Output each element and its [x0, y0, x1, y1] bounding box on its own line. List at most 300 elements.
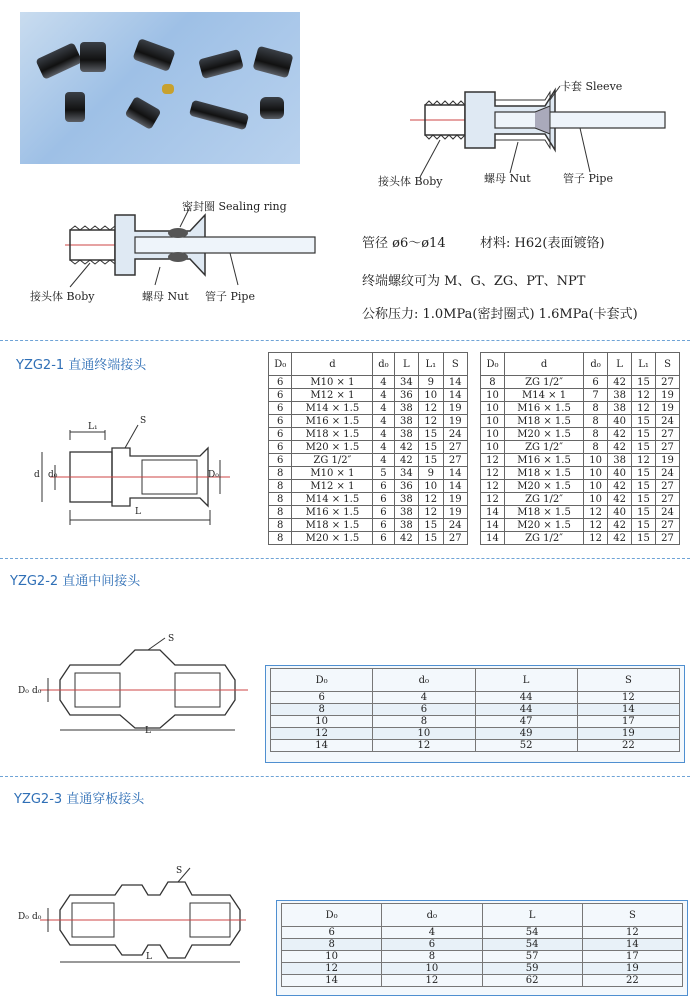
- table-cell: 24: [656, 506, 680, 519]
- table-cell: 10: [584, 467, 608, 480]
- table-cell: 27: [656, 441, 680, 454]
- fitting-tee-image: [80, 42, 106, 72]
- table-cell: 6: [269, 454, 292, 467]
- table-cell: 38: [394, 506, 418, 519]
- column-header: L: [608, 353, 632, 376]
- nut-label: 螺母 Nut: [484, 172, 531, 185]
- column-header: S: [577, 669, 679, 692]
- table-cell: 12: [481, 454, 505, 467]
- dim-L3-label: L: [146, 952, 152, 962]
- body-label: 接头体 Boby: [378, 175, 443, 188]
- column-header: L₁: [419, 353, 443, 376]
- table-row: [481, 454, 680, 467]
- column-header: D₀: [481, 353, 505, 376]
- table-row: [271, 704, 680, 716]
- table-cell: M16 × 1.5: [504, 454, 583, 467]
- table-cell: M18 × 1.5: [292, 519, 373, 532]
- divider-1: [0, 340, 690, 341]
- table-cell: 15: [632, 441, 656, 454]
- fitting-cross-image: [132, 38, 175, 72]
- table-cell: M12 × 1: [292, 480, 373, 493]
- dim-d0-2-label: d₀: [32, 686, 42, 696]
- table-cell: 8: [282, 939, 382, 951]
- table-cell: 22: [582, 975, 682, 987]
- table-cell: 15: [419, 441, 443, 454]
- table-cell: 59: [482, 963, 582, 975]
- table-cell: 9: [419, 467, 443, 480]
- table-cell: 24: [443, 428, 468, 441]
- table-row: [269, 467, 468, 480]
- section1-table-right: [480, 352, 680, 545]
- table-cell: 12: [481, 467, 505, 480]
- dim-l1-label: L₁: [88, 422, 98, 432]
- column-header: L: [482, 904, 582, 927]
- dim-d0-3-label: d₀: [32, 912, 42, 922]
- table-cell: 12: [481, 493, 505, 506]
- table-row: [269, 376, 468, 389]
- table-cell: 15: [419, 519, 443, 532]
- column-header: D₀: [271, 669, 373, 692]
- table-cell: 4: [373, 454, 394, 467]
- fitting-elbow-image: [35, 42, 82, 80]
- table-cell: M10 × 1: [292, 376, 373, 389]
- column-header: S: [656, 353, 680, 376]
- dim-s-label: S: [140, 416, 147, 426]
- table-cell: M16 × 1.5: [292, 506, 373, 519]
- table-cell: 10: [481, 389, 505, 402]
- table-cell: 27: [656, 493, 680, 506]
- table-cell: 27: [656, 519, 680, 532]
- table-cell: 15: [632, 532, 656, 545]
- table-cell: 15: [632, 519, 656, 532]
- table-cell: 10: [584, 454, 608, 467]
- table-cell: 44: [475, 704, 577, 716]
- table-cell: 15: [419, 454, 443, 467]
- table-cell: 34: [394, 376, 418, 389]
- table-row: [481, 467, 680, 480]
- table-cell: 14: [481, 519, 505, 532]
- column-header: L: [475, 669, 577, 692]
- table-cell: 10: [419, 480, 443, 493]
- table-cell: 6: [373, 519, 394, 532]
- table-cell: 40: [608, 415, 632, 428]
- table-cell: M20 × 1.5: [292, 532, 373, 545]
- table-cell: 42: [608, 480, 632, 493]
- table-cell: M20 × 1.5: [504, 428, 583, 441]
- table-cell: 12: [582, 927, 682, 939]
- table-cell: M14 × 1.5: [292, 402, 373, 415]
- table-cell: 24: [656, 467, 680, 480]
- table-cell: 8: [269, 506, 292, 519]
- column-header: D₀: [269, 353, 292, 376]
- dim-d0-label: d₀: [48, 470, 58, 480]
- product-photo: [20, 12, 300, 164]
- table-cell: ZG 1/2″: [504, 376, 583, 389]
- table-cell: 27: [656, 532, 680, 545]
- table-cell: 54: [482, 939, 582, 951]
- table-row: [481, 519, 680, 532]
- table-cell: 6: [373, 493, 394, 506]
- table-cell: 6: [269, 441, 292, 454]
- table-row: [481, 532, 680, 545]
- table-cell: 14: [282, 975, 382, 987]
- table-cell: 4: [373, 389, 394, 402]
- table-cell: 4: [373, 402, 394, 415]
- table-cell: 6: [373, 506, 394, 519]
- table-cell: 10: [282, 951, 382, 963]
- table-cell: 12: [584, 532, 608, 545]
- table-cell: 15: [632, 493, 656, 506]
- table-cell: 12: [632, 402, 656, 415]
- table-cell: 12: [584, 519, 608, 532]
- table-cell: 6: [373, 532, 394, 545]
- table-cell: M18 × 1.5: [504, 415, 583, 428]
- table-cell: 6: [382, 939, 482, 951]
- table-row: [269, 402, 468, 415]
- table-cell: M20 × 1.5: [504, 519, 583, 532]
- table-cell: 8: [584, 415, 608, 428]
- table-cell: 10: [481, 415, 505, 428]
- table-cell: 4: [373, 376, 394, 389]
- table-row: [269, 493, 468, 506]
- table-cell: M20 × 1.5: [504, 480, 583, 493]
- table-cell: 19: [443, 493, 468, 506]
- table-cell: 38: [394, 428, 418, 441]
- table-cell: 6: [373, 480, 394, 493]
- table-cell: 40: [608, 467, 632, 480]
- table-cell: ZG 1/2″: [504, 532, 583, 545]
- table-cell: 27: [443, 532, 468, 545]
- table-row: [282, 927, 683, 939]
- column-header: S: [443, 353, 468, 376]
- sleeve-label: 卡套 Sleeve: [560, 80, 623, 93]
- table-cell: 4: [373, 441, 394, 454]
- table-cell: 15: [632, 376, 656, 389]
- pipe-label-2: 管子 Pipe: [205, 290, 255, 303]
- table-cell: 49: [475, 728, 577, 740]
- dim-D0-label: D₀: [208, 470, 219, 480]
- table-cell: 36: [394, 389, 418, 402]
- table-cell: M18 × 1.5: [504, 506, 583, 519]
- table-cell: 12: [419, 415, 443, 428]
- fitting-union-image: [253, 46, 294, 78]
- table-cell: 17: [577, 716, 679, 728]
- table-row: [271, 692, 680, 704]
- table-cell: 8: [382, 951, 482, 963]
- section2-drawing: [20, 640, 250, 740]
- table-cell: 52: [475, 740, 577, 752]
- table-cell: 22: [577, 740, 679, 752]
- table-cell: 8: [584, 428, 608, 441]
- table-cell: 10: [481, 402, 505, 415]
- table-cell: M10 × 1: [292, 467, 373, 480]
- table-cell: 5: [373, 467, 394, 480]
- table-cell: 14: [481, 506, 505, 519]
- table-row: [269, 532, 468, 545]
- table-cell: 12: [373, 740, 475, 752]
- table-cell: 42: [394, 532, 418, 545]
- sealing-ring-fitting-drawing: [60, 205, 320, 295]
- table-row: [481, 493, 680, 506]
- table-cell: 6: [271, 692, 373, 704]
- table-row: [269, 415, 468, 428]
- table-row: [269, 506, 468, 519]
- section3-title: YZG2-3 直通穿板接头: [14, 792, 145, 807]
- dim-d-label: d: [34, 470, 40, 480]
- table-row: [271, 740, 680, 752]
- table-row: [481, 389, 680, 402]
- pipe-diameter-spec: 管径 ø6～ø14: [362, 236, 446, 251]
- table-cell: 6: [269, 389, 292, 402]
- table-cell: M14 × 1: [504, 389, 583, 402]
- table-cell: M16 × 1.5: [292, 415, 373, 428]
- table-cell: 38: [394, 415, 418, 428]
- table-cell: 14: [271, 740, 373, 752]
- table-cell: 42: [394, 441, 418, 454]
- table-cell: 10: [373, 728, 475, 740]
- table-cell: 8: [269, 493, 292, 506]
- table-cell: 57: [482, 951, 582, 963]
- table-cell: 6: [269, 415, 292, 428]
- table-cell: 4: [373, 415, 394, 428]
- column-header: D₀: [282, 904, 382, 927]
- table-cell: 14: [443, 389, 468, 402]
- table-cell: 14: [443, 480, 468, 493]
- table-cell: 6: [373, 704, 475, 716]
- table-cell: 15: [419, 532, 443, 545]
- table-cell: 14: [582, 939, 682, 951]
- material-spec: 材料: H62(表面镀铬): [480, 236, 605, 251]
- table-cell: 42: [608, 519, 632, 532]
- nut-label-2: 螺母 Nut: [142, 290, 189, 303]
- table-cell: 8: [584, 441, 608, 454]
- table-cell: 10: [271, 716, 373, 728]
- column-header: L₁: [632, 353, 656, 376]
- table-cell: 6: [584, 376, 608, 389]
- table-cell: 27: [656, 428, 680, 441]
- table-row: [481, 415, 680, 428]
- table-cell: 10: [584, 493, 608, 506]
- table-cell: 10: [419, 389, 443, 402]
- table-cell: 54: [482, 927, 582, 939]
- table-cell: ZG 1/2″: [504, 493, 583, 506]
- table-cell: 42: [608, 532, 632, 545]
- table-cell: 12: [419, 402, 443, 415]
- table-row: [271, 716, 680, 728]
- table-cell: 12: [282, 963, 382, 975]
- thread-spec: 终端螺纹可为 M、G、ZG、PT、NPT: [362, 274, 586, 289]
- table-cell: ZG 1/2″: [504, 441, 583, 454]
- pressure-spec: 公称压力: 1.0MPa(密封圈式) 1.6MPa(卡套式): [362, 307, 638, 322]
- table-cell: 12: [481, 480, 505, 493]
- dim-L-label: L: [135, 507, 141, 517]
- table-cell: 8: [584, 402, 608, 415]
- fitting-adapter-image: [65, 92, 85, 122]
- column-header: d₀: [584, 353, 608, 376]
- table-row: [269, 454, 468, 467]
- table-row: [481, 480, 680, 493]
- table-cell: 15: [632, 480, 656, 493]
- table-cell: 15: [632, 415, 656, 428]
- table-cell: 42: [608, 493, 632, 506]
- table-cell: 62: [482, 975, 582, 987]
- table-cell: ZG 1/2″: [292, 454, 373, 467]
- table-cell: 12: [419, 506, 443, 519]
- table-row: [269, 428, 468, 441]
- table-row: [282, 963, 683, 975]
- table-row: [282, 939, 683, 951]
- table-cell: 42: [608, 376, 632, 389]
- table-cell: 38: [394, 402, 418, 415]
- table-cell: M18 × 1.5: [292, 428, 373, 441]
- table-cell: 6: [269, 376, 292, 389]
- section3-drawing: [30, 870, 250, 970]
- table-cell: 12: [632, 454, 656, 467]
- table-cell: 38: [608, 402, 632, 415]
- table-cell: 12: [577, 692, 679, 704]
- section2-table: [270, 668, 680, 752]
- table-cell: 8: [481, 376, 505, 389]
- table-cell: 14: [577, 704, 679, 716]
- table-cell: 40: [608, 506, 632, 519]
- table-cell: 12: [419, 493, 443, 506]
- column-header: d: [292, 353, 373, 376]
- table-cell: 15: [632, 428, 656, 441]
- table-cell: 19: [656, 402, 680, 415]
- table-cell: 8: [271, 704, 373, 716]
- fitting-elbow2-image: [125, 96, 162, 130]
- table-cell: 8: [373, 716, 475, 728]
- table-cell: 38: [608, 454, 632, 467]
- column-header: d₀: [382, 904, 482, 927]
- table-cell: 19: [582, 963, 682, 975]
- table-row: [269, 441, 468, 454]
- table-cell: M20 × 1.5: [292, 441, 373, 454]
- table-cell: 34: [394, 467, 418, 480]
- dim-D0-2-label: D₀: [18, 686, 29, 696]
- table-row: [269, 389, 468, 402]
- table-cell: 15: [419, 428, 443, 441]
- fitting-tee2-image: [198, 49, 244, 79]
- table-cell: 14: [443, 467, 468, 480]
- table-cell: 6: [269, 428, 292, 441]
- table-cell: 19: [577, 728, 679, 740]
- table-cell: 8: [269, 480, 292, 493]
- table-cell: 27: [443, 454, 468, 467]
- table-cell: 6: [282, 927, 382, 939]
- table-cell: 44: [475, 692, 577, 704]
- table-cell: 12: [584, 506, 608, 519]
- table-row: [481, 376, 680, 389]
- column-header: L: [394, 353, 418, 376]
- table-cell: 10: [382, 963, 482, 975]
- table-row: [282, 951, 683, 963]
- table-cell: 24: [656, 415, 680, 428]
- table-cell: 7: [584, 389, 608, 402]
- column-header: d₀: [373, 669, 475, 692]
- table-row: [269, 519, 468, 532]
- table-row: [481, 441, 680, 454]
- table-cell: 10: [481, 428, 505, 441]
- table-cell: M18 × 1.5: [504, 467, 583, 480]
- table-cell: 17: [582, 951, 682, 963]
- table-cell: 47: [475, 716, 577, 728]
- table-cell: 12: [271, 728, 373, 740]
- table-cell: 36: [394, 480, 418, 493]
- table-cell: 6: [269, 402, 292, 415]
- table-row: [481, 402, 680, 415]
- section2-title: YZG2-2 直通中间接头: [10, 574, 141, 589]
- table-cell: 8: [269, 519, 292, 532]
- table-cell: 19: [443, 402, 468, 415]
- dim-s2-label: S: [168, 634, 175, 644]
- table-cell: 42: [608, 428, 632, 441]
- table-cell: 4: [373, 692, 475, 704]
- table-cell: 10: [584, 480, 608, 493]
- column-header: d₀: [373, 353, 394, 376]
- table-cell: 12: [382, 975, 482, 987]
- table-cell: 15: [632, 467, 656, 480]
- table-row: [481, 506, 680, 519]
- column-header: d: [504, 353, 583, 376]
- table-cell: 14: [443, 376, 468, 389]
- table-cell: 9: [419, 376, 443, 389]
- table-cell: 19: [443, 415, 468, 428]
- dim-L2-label: L: [145, 726, 151, 736]
- dim-s3-label: S: [176, 866, 183, 876]
- pipe-label: 管子 Pipe: [563, 172, 613, 185]
- dim-D0-3-label: D₀: [18, 912, 29, 922]
- table-cell: M12 × 1: [292, 389, 373, 402]
- column-header: S: [582, 904, 682, 927]
- sleeve-ring-image: [162, 84, 174, 94]
- fitting-straight-image: [189, 100, 249, 130]
- table-cell: 19: [443, 506, 468, 519]
- section3-table: [281, 903, 683, 987]
- table-cell: 14: [481, 532, 505, 545]
- table-cell: 38: [608, 389, 632, 402]
- table-cell: 27: [443, 441, 468, 454]
- table-cell: 19: [656, 454, 680, 467]
- table-cell: 24: [443, 519, 468, 532]
- table-cell: 10: [481, 441, 505, 454]
- section1-table-left: [268, 352, 468, 545]
- table-cell: 8: [269, 532, 292, 545]
- body-label-2: 接头体 Boby: [30, 290, 95, 303]
- table-cell: 42: [608, 441, 632, 454]
- nut-image: [260, 97, 284, 119]
- table-cell: 38: [394, 493, 418, 506]
- table-cell: M14 × 1.5: [292, 493, 373, 506]
- table-cell: 38: [394, 519, 418, 532]
- sealing-ring-label: 密封圈 Sealing ring: [182, 200, 287, 213]
- divider-3: [0, 776, 690, 777]
- table-row: [282, 975, 683, 987]
- table-cell: 4: [373, 428, 394, 441]
- table-row: [271, 728, 680, 740]
- table-row: [481, 428, 680, 441]
- table-cell: 19: [656, 389, 680, 402]
- section1-title: YZG2-1 直通终端接头: [16, 358, 147, 373]
- table-cell: M16 × 1.5: [504, 402, 583, 415]
- table-cell: 4: [382, 927, 482, 939]
- table-cell: 27: [656, 480, 680, 493]
- table-row: [269, 480, 468, 493]
- table-cell: 12: [632, 389, 656, 402]
- table-cell: 8: [269, 467, 292, 480]
- table-cell: 27: [656, 376, 680, 389]
- table-cell: 42: [394, 454, 418, 467]
